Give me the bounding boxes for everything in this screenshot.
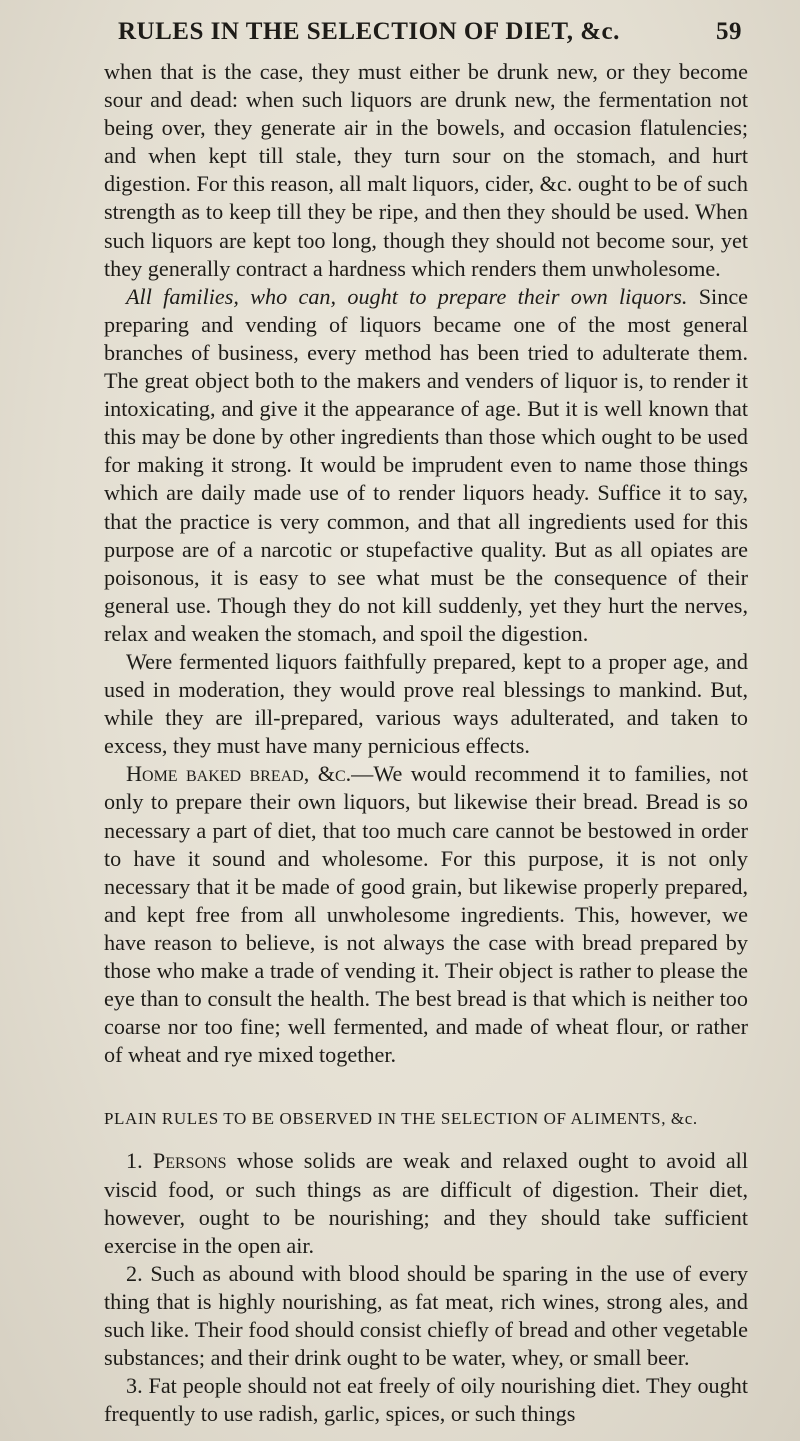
paragraph-lead-smallcaps: Home baked bread, &c. — [126, 761, 352, 787]
paragraph-home-baked-bread — [104, 760, 748, 1069]
paragraph-lead-italic: All families, who can, ought to prepare their own liquors. — [126, 283, 688, 309]
paragraph-families-liquors — [104, 283, 748, 648]
paragraph-text: —We would recommend it to families, not only to prepare their own liquors, but likewise their bread. Bread is so necessary a part of diet, that too much care cannot be bestowed in order to have it sound and wholesome. For this purpose, it is not only necessary that it be made of good grain, but likewise properly prepared, and kept free from all unwholesome ingredients. This, however, we have reason to believe, is not always the case with bread prepared by those who make a trade of vending it. Their object is rather to please the eye than to consult the health. The best bread is that which is neither too coarse nor too fine; well fermented, and made of wheat flour, or rather of wheat and rye mixed together. — [104, 761, 748, 1068]
rule-item-2: 2. Such as abound with blood should be sparing in the use of every thing that is highly nourishing, as fat meat, rich wines, strong ales, and such like. Their food should consist chiefly of bread and other vegetable substances; and their drink ought to be water, whey, or small beer. — [104, 1260, 748, 1371]
rule-item-1 — [104, 1147, 748, 1259]
paragraph-liquor-fermentation: when that is the case, they must either be drunk new, or they become sour and dead: when such liquors are drunk new, the fermentation not being over, they generate air in the bowels, and occasion flatulencies; and when kept till stale, they turn sour on the stomach, and hurt digestion. For this reason, all malt liquors, cider, &c. ought to be of such strength as to keep till they be ripe, and then they should be used. When such liquors are kept too long, though they should not become sour, yet they generally contract a hardness which renders them unwholesome. — [104, 59, 748, 281]
rule-list — [104, 1147, 748, 1428]
page-number: 59 — [716, 18, 742, 45]
rule-text: whose solids are weak and relaxed ought to avoid all viscid food, or such things as are difficult of digestion. Their diet, however, ought to be nourishing; and they should take sufficient exercise in the open air. — [104, 1148, 749, 1258]
page-header — [104, 18, 748, 46]
paragraph-fermented-liquors: Were fermented liquors faithfully prepared, kept to a proper age, and used in moderation, they would prove real blessings to mankind. But, while they are ill-prepared, various ways adulterated, and taken to excess, they must have many pernicious effects. — [104, 648, 748, 759]
rule-item-3: 3. Fat people should not eat freely of oily nourishing diet. They ought frequently to use radish, garlic, spices, or such things — [104, 1373, 748, 1427]
running-title: RULES IN THE SELECTION OF DIET, &c. — [118, 18, 620, 45]
section-heading: PLAIN RULES TO BE OBSERVED IN THE SELECTION OF ALIMENTS, &c. — [104, 1109, 698, 1129]
body-text — [104, 58, 748, 1428]
paragraph-text: Since preparing and vending of liquors became one of the most general branches of business, every method has been tried to adulterate them. The great object both to the makers and venders of liquor is, to render it intoxicating, and give it the appearance of age. But it is well known that this may be done by other ingredients than those which ought to be used for making it strong. It would be imprudent even to name those things which are daily made use of to render liquors heady. Suffice it to say, that the practice is very common, and that all ingredients used for this purpose are of a narcotic or stupefactive quality. But as all opiates are poisonous, it is easy to see what must be the consequence of their general use. Though they do not kill suddenly, yet they hurt the nerves, relax and weaken the stomach, and spoil the digestion. — [104, 283, 749, 646]
rule-lead-smallcaps: Persons — [152, 1148, 227, 1174]
rule-number: 1. — [126, 1148, 143, 1174]
